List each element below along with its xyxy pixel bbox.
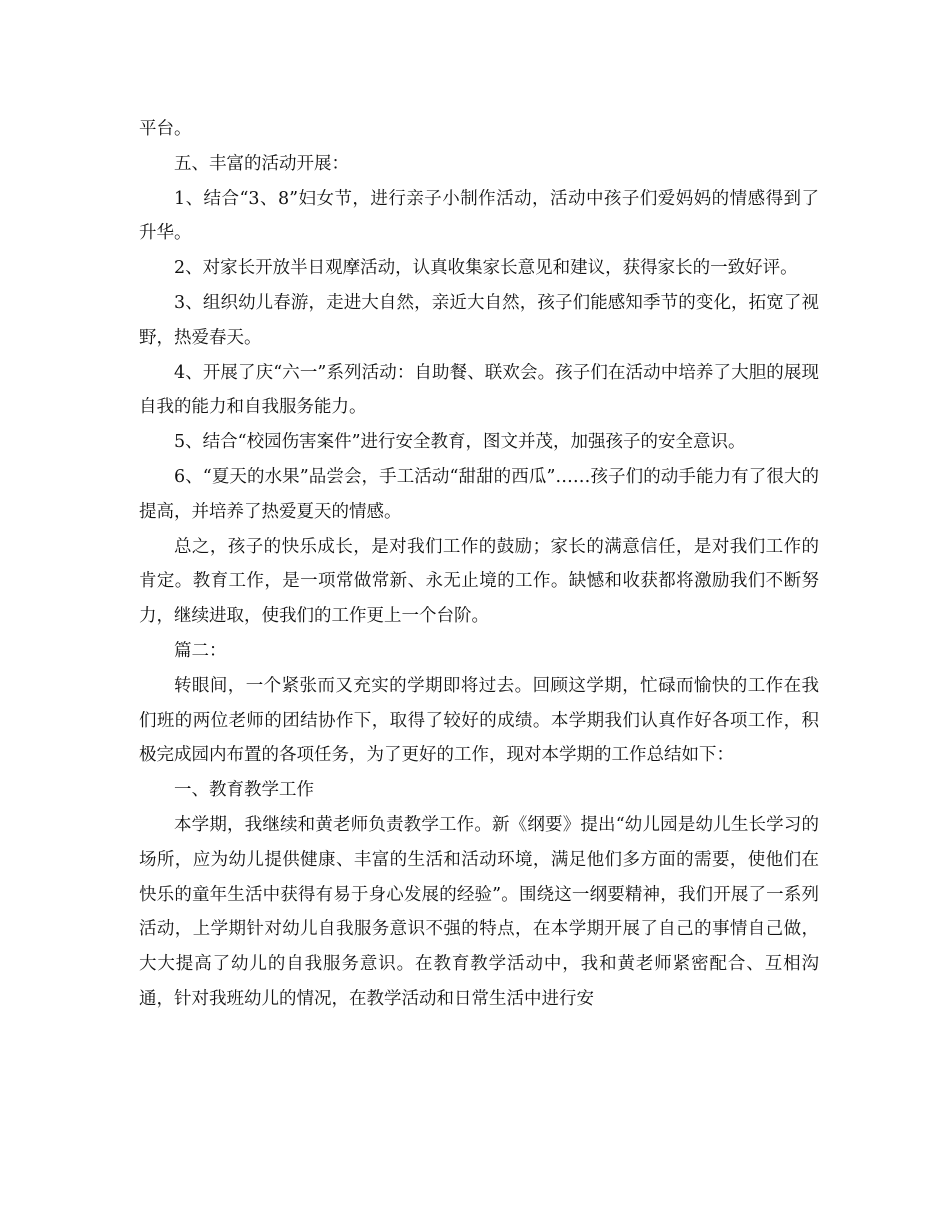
section-heading-activities: 五、丰富的活动开展：	[174, 153, 349, 174]
list-item: 5、结合“校园伤害案件”进行安全教育，图文并茂，加强孩子的安全意识。	[174, 432, 746, 453]
summary-paragraph: 总之，孩子的快乐成长，是对我们工作的鼓励；家长的满意信任，是对我们工作的肯定。教育工作，是一项常做常新、永无止境的工作。缺憾和收获都将激励我们不断努力，继续进取，使我们的工作更上一个台阶。	[139, 536, 819, 627]
document-body	[139, 112, 819, 1017]
list-item: 4、开展了庆“六一”系列活动：自助餐、联欢会。孩子们在活动中培养了大胆的展现自我的能力和自我服务能力。	[139, 362, 819, 418]
intro-paragraph: 转眼间，一个紧张而又充实的学期即将过去。回顾这学期，忙碌而愉快的工作在我们班的两位老师的团结协作下，取得了较好的成绩。本学期我们认真作好各项工作，积极完成园内布置的各项任务，为了更好的工作，现对本学期的工作总结如下：	[139, 675, 819, 766]
part-heading: 篇二：	[174, 640, 227, 661]
list-item: 1、结合“3、8”妇女节，进行亲子小制作活动，活动中孩子们爱妈妈的情感得到了升华。	[139, 188, 819, 244]
paragraph-continuation: 平台。	[139, 119, 192, 139]
list-item: 2、对家长开放半日观摩活动，认真收集家长意见和建议，获得家长的一致好评。	[174, 258, 798, 279]
list-item: 3、组织幼儿春游，走进大自然，亲近大自然，孩子们能感知季节的变化，拓宽了视野，热爱春天。	[139, 292, 819, 348]
list-item: 6、“夏天的水果”品尝会，手工活动“甜甜的西瓜”……孩子们的动手能力有了很大的提高，并培养了热爱夏天的情感。	[139, 466, 819, 522]
section-heading-teaching: 一、教育教学工作	[174, 780, 314, 801]
body-paragraph: 本学期，我继续和黄老师负责教学工作。新《纲要》提出“幼儿园是幼儿生长学习的场所，应为幼儿提供健康、丰富的生活和活动环境，满足他们多方面的需要，使他们在快乐的童年生活中获得有易于身心发展的经验”。围绕这一纲要精神，我们开展了一系列活动，上学期针对幼儿自我服务意识不强的特点，在本学期开展了自己的事情自己做，大大提高了幼儿的自我服务意识。在教育教学活动中，我和黄老师紧密配合、互相沟通，针对我班幼儿的情况，在教学活动和日常生活中进行安	[139, 814, 819, 1009]
